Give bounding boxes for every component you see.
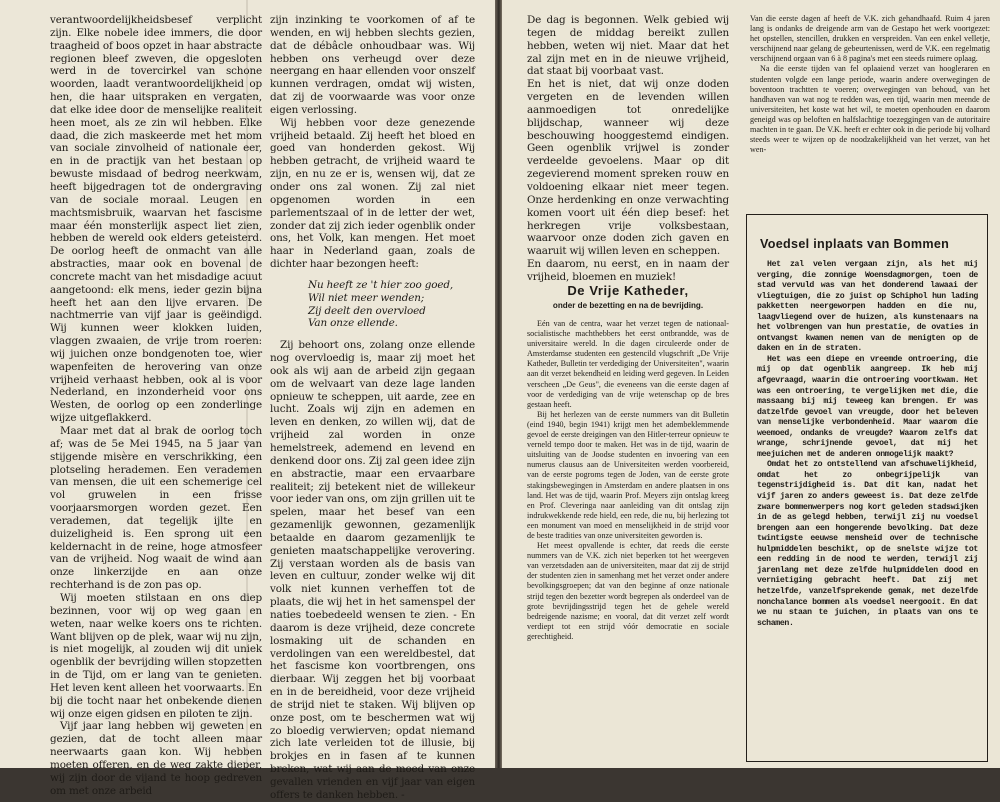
paragraph: Vijf jaar lang hebben wij geweten en gezien, dat de tocht alleen maar neerwaarts gaan kon. Wij hebben moeten offeren, en de weg zakte dieper, wij zijn door de vijand te hoop gedreven om met onze arbeid [50,720,262,797]
paragraph: De dag is begonnen. Welk gebied wij tegen de middag bereikt zullen hebben, weten wij niet. Maar dat het zal zijn met en in de nieuwe vrijheid, dat staat bij voorbaat vast. [527,14,729,78]
paragraph: Bij het herlezen van de eerste nummers van dit Bulletin (eind 1940, begin 1941) krijgt men het adembeklemmende gevoel de eerste dreigingen van den Hitler-terreur opnieuw te verneld tempo door te maken. Het was in de tijd, waarin de uitsluiting van de Joodse studenten en invoering van een numerus clausus aan de Universiteiten werden voorbereid, van de eerste pogroms tegen de Joden, van de eerste grote stakingsbewegingen in Amsterdam en andere plaatsen in ons land. Het was de tijd, waarin Prof. Meyers zijn ontslag kreeg en Prof. Cleveringa naar aanleiding van dit ontslag zijn indrukwekkende rede hield, een rede, die nu, bij herlezing tot een monument van moed en menselijkheid in de strijd voor de beste tradities van onze universiteiten geworden is. [527,409,729,540]
boxed-article-voedsel [746,214,988,762]
text-column-1 [50,14,262,797]
paragraph: En het is niet, dat wij onze doden vergeten en de levenden willen aanmoedigen tot onredelijke blijdschap, wanneer wij deze beschouwing hooggestemd eindigen. Geen ogenblik vrijwel is zonder verdeelde gevoelens. Maar op dit zegevierend moment spreken rouw en voldoening elkaar niet meer tegen. Onze herdenking en onze verwachting komen voort uit één diep besef: het herkregen vrije volksbestaan, waarvoor onze doden zich gaven en waaruit wij willen leven en scheppen. [527,78,729,258]
paragraph: Het zal velen vergaan zijn, als het mij verging, die zonnige Woensdagmorgen, toen de stad vervuld was van het donderend lawaai der vliegtuigen, die zo juist op Schiphol hun lading pakketten neergeworpen hadden en die nu, laagvliegend over de huizen, als kunstenaars na het volbrengen van hun prestatie, de ovaties in ontvangst kwamen nemen van de menigten op de daken en in de straten. [757,260,978,354]
text-column-2 [270,14,475,801]
paragraph: Het was een diepe en vreemde ontroering, die mij op dat ogenblik aangreep. Ik heb mij afgevraagd, waarin die ontroering voortkwam. Het was een ontroering, te vergelijken met die, die massaang bij mij teweeg kan brengen. Er was datzelfde gevoel van vreugde, door het beleven van menselijke verbondenheid. Maar waarom die weemoed, ondanks de vreugde? Waarom zelfs dat wrange, schrijnende gevoel, dat mij het meejuichen met de anderen onmogelijk maakt? [757,354,978,459]
article-subtitle: onder de bezetting en na de bevrijding. [552,301,704,310]
poem-line: Nu heeft ze 't hier zoo goed, [308,278,454,291]
article-vrije-katheder [527,273,729,765]
poem-quote [270,279,475,330]
boxed-article-title: Voedsel inplaats van Bommen [760,237,950,251]
book-gutter [495,0,502,768]
boxed-article-body [757,260,978,629]
poem-line: Zij deelt den overvloed [308,304,426,317]
paragraph: Eén van de centra, waar het verzet tegen de nationaal-socialistische machthebbers het eerst ontbrandde, was de universitaire wereld. In die dagen circuleerde onder de Amsterdamse studenten een gestencild vlugschrift „De Vrije Katheder, Bulletin ter verdediging der Universiteiten", waarin aan dit verzet bekendheid en leiding werd gegeven. In Leiden verscheen „De Geus", die eveneens van die eerste dagen af voor de verdediging van de vrije wetenschap op de bres gestaan heeft. [527,319,729,409]
paragraph: En daarom, nu eerst, en in naam der vrijheid, bloemen en muziek! [527,258,729,283]
left-page [0,0,495,801]
paragraph: Het meest opvallende is echter, dat reeds die eerste nummers van de V.K. zich niet beperken tot het weergeven van verzetsdaden aan de universiteiten, maar dat zij de strijd der studenten zien in samenhang met het verzet onder andere bevolkingsgroepen; dat van den beginne af onze nationale strijd tegen den bezetter wordt begrepen als onderdeel van de grote bevrijdingsstrijd tegen het de gehele wereld bedreigende nazisme; en vooral, dat dit verzet zelf wordt verdiept tot een strijd vóór democratie en sociale gerechtigheid. [527,541,729,641]
text-column-4 [750,14,990,204]
paragraph: Wij moeten stilstaan en ons diep bezinnen, voor wij op weg gaan en weten, naar welke koers ons te richten. Want blijven op de plek, waar wij nu zijn, is niet mogelijk, al zouden wij dit uniek ogenblik der bevrijding willen stopzetten in de Tijd, om er lang van te genieten. Het leven kent alleen het voorwaarts. En bij die tocht naar het onbekende dienen wij onze eigen gidsen en piloten te zijn. [50,591,262,720]
paragraph: Zij behoort ons, zolang onze ellende nog overvloedig is, maar zij moet het ook als wij aan de arbeid zijn gegaan om de welvaart van deze lage landen opnieuw te scheppen, uit aarde, zee en lucht. Zoals wij zijn en ademen en leven en denken, zo willen wij, dat de vrijheid zal worden in onze hemelstreek, ademend en levend en denkend door ons. Zij zal geen idee zijn en abstractie, maar een ervaarbare realiteit; zij betekent niet de willekeur voor ieder van ons, om zijn grillen uit te spelen, maar het besef van een gezamenlijk gewonnen, gezamenlijk betaalde en daarom gezamenlijk te genieten maatschappelijke verovering. Zij verstaan worden als de basis van leven en cultuur, zonder welke wij dit volk niet kunnen verheffen tot de plaats, die wij het in het samenspel der naties toebedeeld wensen te zien. - En daarom is deze vrijheid, deze concrete losmaking uit de schanden en verdolingen van een wereldbestel, dat het fascisme kon voortbrengen, ons dierbaar. Wij zeggen het bij voorbaat en in de bereidheid, voor deze vrijheid de strijd niet te staken. Wij blijven op onze post, om te beschermen wat wij zo bloedig verwierven; opdat niemand zich late verleiden tot de illusie, bij brokjes en in fasen af te kunnen breken, wat wij aan de moed van onze gevallen vrienden en vijf jaar van eigen offers te danken hebben. - [270,339,475,801]
paragraph: Van die eerste dagen af heeft de V.K. zich gehandhaafd. Ruim 4 jaren lang is ondanks de dreigende arm van de Gestapo het werk voortgezet: het opstellen, stencillen, drukken en verspreiden. Van een enkel velletje, verschijnend naar gelang de gebeurtenissen, werd de V.K. een regelmatig verschijnend orgaan van 6 à 8 pagina's met een steeds ruimere oplaag. [750,14,990,64]
paragraph: zijn inzinking te voorkomen of af te wenden, en wij hebben slechts gezien, dat de débâcle onhoudbaar was. Wij hebben ons verheugd over deze neergang en haar ellenden voor onszelf kunnen verdragen, omdat wij wisten, dat zij de voorwaarde was voor onze eigen verlossing. [270,14,475,116]
paragraph: Omdat het zo ontstellend van afschuwelijkheid, omdat het zo onbegrijpelijk van tegenstrijdigheid is. Dat dit kan, nadat het vijf jaren zo anders geweest is. Dat deze zelfde zware bommenwerpers nog kort geleden stadswijken in de as gelegd hebben, terwijl zij nu voedsel brengen aan een hongerende bevolking. Dat deze twintigste eeuwse mensheid over de technische hulpmiddelen beschikt, op de snelste wijze tot een redding in de nood te werden, terwijl zij jarenlang met deze zelfde hulpmiddelen dood en vernietiging gebracht heeft. Dat zij met hetzelfde, vanzelfsprekende gemak, met dezelfde nonchalance bommen als voedsel neergooit. En dat we nu staan te juichen, in plaats van ons te schamen. [757,460,978,628]
poem-line: Van onze ellende. [308,317,398,330]
paragraph: Maar met dat al brak de oorlog toch af; was de 5e Mei 1945, na 5 jaar van stijgende misère en verschrikking, een plotseling herademen. Een verademen van mensen, die uit een schemerige cel vol gruwelen in een frisse voorjaarsmorgen worden gezet. Een verademen, dat tegelijk ijlte en duizeligheid is. Een sprong uit een keldernacht in de reine, hoge atmosfeer van de vrijheid. Nog waait de wind aan onze linkerzijde en aan onze rechterhand is de zon pas op. [50,425,262,592]
paragraph: Wij hebben voor deze genezende vrijheid betaald. Zij heeft het bloed en goed van honderden gekost. Wij hebben getracht, de vrijheid waard te zijn, en nu ze er is, wensen wij, dat ze onder ons zal wonen. Zij zal niet opgenomen worden in een parlementszaal of in de letter der wet, zonder dat zij zich ieder ogenblik onder ons, het Volk, kan mengen. Het moet haar in Nederland gaan, zoals de dichter haar bezongen heeft: [270,116,475,271]
paragraph: Na die eerste tijden van fel oplaaiend verzet van hoogleraren en studenten volgde een lange periode, waarin andere overwegingen de boventoon trachtten te voeren; overwegingen van behoud, van het handhaven van wat nog te redden was, een tijd, waarin men meende de universiteiten, het koste wat het wil, te moeten openhouden en daarom geneigd was op beloften en halfslachtige toezeggingen van de autoritaire machten in te gaan. De V.K. heeft er echter ook in die periode bij volhard steeds weer te wijzen op de noodzakelijkheid van het verzet, van het wen- [750,64,990,155]
paragraph: verantwoordelijkheidsbesef verplicht zijn. Elke nobele idee immers, die door traagheid of boos opzet in haar abstracte regionen bleef zweven, die opgesloten werd in de tovercirkel van schone woorden, laadt verantwoordelijkheid op hen, die haar uitspraken en vergaten, dat elke idee door de menselijke realiteit heen moet, als ze zin wil hebben. Elke daad, die zich maskeerde met het mom van sociale zinvolheid of nationale eer, en in de practijk van het bestaan op bewuste misdaad of bedrog neerkwam, heeft bijgedragen tot de ondergraving van de sociale moraal. Leugen en machtsmisbruik, waarvan het fascisme maar één monsterlijk aspect liet zien, hebben de wereld ook elders geteisterd. De oorlog heeft de onmacht van alle abstracties, maar ook en bovenal de concrete macht van het misdadige acuut aangetoond: elk mens, ieder gezin bijna heeft het aan den lijve ervaren. De nachtmerrie van vijf jaar is geëindigd. Wij kunnen weer klokken luiden, vlaggen zwaaien, de vrije trom roeren: wij juichen onze bondgenoten toe, wier wapenfeiten de herovering van onze vrijheid verhaast hebben, ook al is voor Nederland, en inzonderheid voor ons Westen, de oorlog op een zonderlinge wijze uitgeflakkerd. [50,14,262,425]
poem-line: Wil niet meer wenden; [308,291,425,304]
article-body [527,319,729,642]
text-column-3-intro [527,14,729,284]
article-title: De Vrije Katheder, [567,283,689,298]
